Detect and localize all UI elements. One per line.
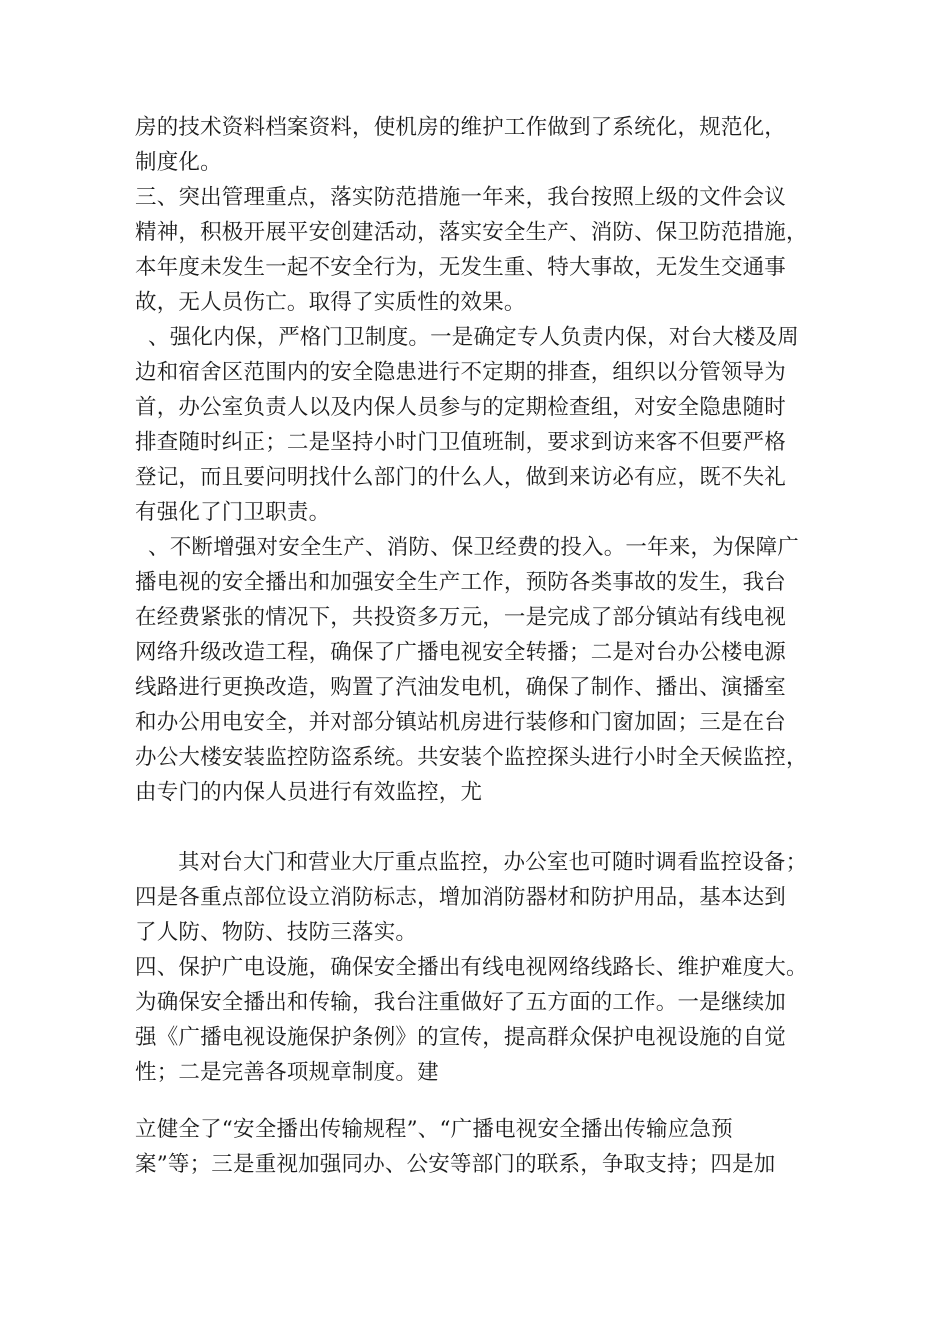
text-line: 案”等；三是重视加强同办、公安等部门的联系，争取支持；四是加 [135,1152,776,1177]
text-line: 、强化内保，严格门卫制度。一是确定专人负责内保，对台大楼及周 [148,325,800,350]
text-line: 由专门的内保人员进行有效监控，尤 [135,780,483,805]
text-line: 、不断增强对安全生产、消防、保卫经费的投入。一年来，为保障广 [148,535,800,560]
text-line: 播电视的安全播出和加强安全生产工作，预防各类事故的发生，我台 [135,570,787,595]
text-line: 四、保护广电设施，确保安全播出有线电视网络线路长、维护难度大。 [135,955,808,980]
text-line: 四是各重点部位设立消防标志，增加消防器材和防护用品，基本达到 [135,885,787,910]
text-line: 精神，积极开展平安创建活动，落实安全生产、消防、保卫防范措施， [135,220,808,245]
text-line: 本年度未发生一起不安全行为，无发生重、特大事故，无发生交通事 [135,255,787,280]
text-line: 制度化。 [135,150,222,175]
text-line: 三、突出管理重点，落实防范措施一年来，我台按照上级的文件会议 [135,185,787,210]
text-line: 其对台大门和营业大厅重点监控，办公室也可随时调看监控设备； [178,850,808,875]
text-line: 故，无人员伤亡。取得了实质性的效果。 [135,290,526,315]
text-line: 登记，而且要问明找什么部门的什么人，做到来访必有应，既不失礼 [135,465,787,490]
text-line: 排查随时纠正；二是坚持小时门卫值班制，要求到访来客不但要严格 [135,430,787,455]
text-line: 了人防、物防、技防三落实。 [135,920,418,945]
text-line: 网络升级改造工程，确保了广播电视安全转播；二是对台办公楼电源 [135,640,787,665]
text-line: 首，办公室负责人以及内保人员参与的定期检查组，对安全隐患随时 [135,395,787,420]
text-line: 有强化了门卫职责。 [135,500,331,525]
text-line: 线路进行更换改造，购置了汽油发电机，确保了制作、播出、演播室 [135,675,787,700]
text-line: 在经费紧张的情况下，共投资多万元，一是完成了部分镇站有线电视 [135,605,787,630]
text-line: 办公大楼安装监控防盗系统。共安装个监控探头进行小时全天候监控， [135,745,808,770]
text-line: 性；二是完善各项规章制度。建 [135,1060,439,1085]
text-line: 强《广播电视设施保护条例》的宣传，提高群众保护电视设施的自觉 [135,1025,787,1050]
text-line: 和办公用电安全，并对部分镇站机房进行装修和门窗加固；三是在台 [135,710,787,735]
text-line: 立健全了“安全播出传输规程”、“广播电视安全播出传输应急预 [135,1117,733,1142]
text-line: 房的技术资料档案资料，使机房的维护工作做到了系统化，规范化， [135,115,787,140]
text-line: 边和宿舍区范围内的安全隐患进行不定期的排查，组织以分管领导为 [135,360,787,385]
text-line: 为确保安全播出和传输，我台注重做好了五方面的工作。一是继续加 [135,990,787,1015]
